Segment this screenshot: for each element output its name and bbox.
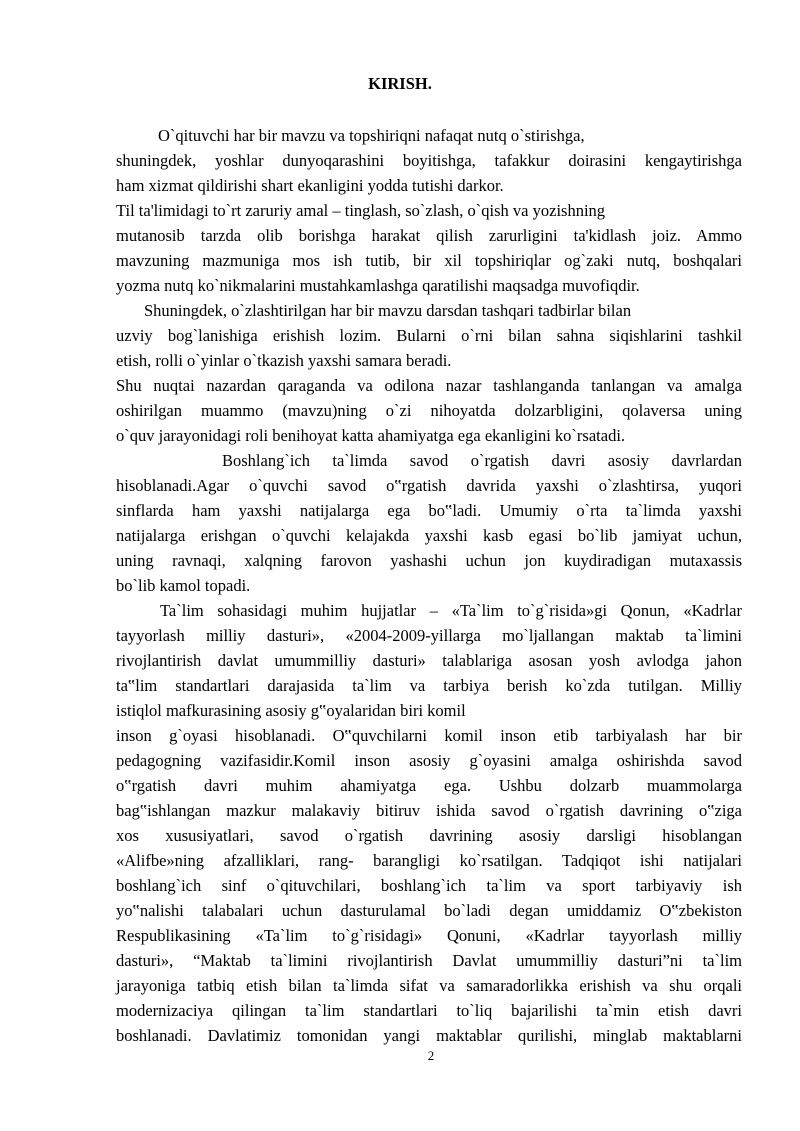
- text-line: Til ta'limidagi to`rt zaruriy amal – tinglash, so`zlash, o`qish va yozishning: [116, 201, 606, 220]
- page-number: 2: [427, 1048, 435, 1063]
- text-line: Ta`lim sohasidagi muhim hujjatlar – «Ta`lim to`g`risida»gi Qonun, «Kadrlar: [160, 601, 742, 620]
- text-line: o‟rgatish davri muhim ahamiyatga ega. Ushbu dolzarb muammolarga: [116, 776, 742, 795]
- text-line: xos xususiyatlari, savod o`rgatish davrining asosiy darsligi hisoblangan: [116, 826, 742, 845]
- text-line: hisoblanadi.Agar o`quvchi savod o‟rgatish davrida yaxshi o`zlashtirsa, yuqori: [116, 476, 742, 495]
- text-line: oshirilgan muammo (mavzu)ning o`zi nihoyatda dolzarbligini, qolaversa uning: [116, 401, 742, 420]
- text-line: istiqlol mafkurasining asosiy g‟oyalaridan biri komil: [116, 701, 466, 720]
- text-line: uzviy bog`lanishiga erishish lozim. Bularni o`rni bilan sahna siqishlarini tashkil: [116, 326, 742, 345]
- text-line: inson g`oyasi hisoblanadi. O‟quvchilarni komil inson etib tarbiyalash har bir: [116, 726, 742, 745]
- text-line: etish, rolli o`yinlar o`tkazish yaxshi samara beradi.: [116, 351, 452, 370]
- text-line: Boshlang`ich ta`limda savod o`rgatish davri asosiy davrlardan: [222, 451, 742, 470]
- text-line: dasturi», “Maktab ta`limini rivojlantirish Davlat umummilliy dasturi”ni ta`lim: [116, 951, 742, 970]
- text-line: Shuningdek, o`zlashtirilgan har bir mavzu darsdan tashqari tadbirlar bilan: [144, 301, 632, 320]
- page-title: KIRISH.: [368, 74, 432, 93]
- text-line: bag‟ishlangan mazkur malakaviy bitiruv ishida savod o`rgatish davrining o‟ziga: [116, 801, 742, 820]
- text-line: jarayoniga tatbiq etish bilan ta`limda sifat va samaradorlikka erishish va shu orqali: [116, 976, 742, 995]
- text-line: natijalarga erishgan o`quvchi kelajakda yaxshi kasb egasi bo`lib jamiyat uchun,: [116, 526, 742, 545]
- text-line: boshlang`ich sinf o`qituvchilari, boshlang`ich ta`lim va sport tarbiyaviy ish: [116, 876, 742, 895]
- text-line: o`quv jarayonidagi roli benihoyat katta ahamiyatga ega ekanligini ko`rsatadi.: [116, 426, 626, 445]
- text-line: bo`lib kamol topadi.: [116, 576, 251, 595]
- text-line: Respublikasining «Ta`lim to`g`risidagi» Qonuni, «Kadrlar tayyorlash milliy: [116, 926, 742, 945]
- text-line: Shu nuqtai nazardan qaraganda va odilona nazar tashlanganda tanlangan va amalga: [116, 376, 742, 395]
- text-line: O`qituvchi har bir mavzu va topshiriqni nafaqat nutq o`stirishga,: [158, 126, 585, 145]
- text-line: modernizaciya qilingan ta`lim standartlari to`liq bajarilishi ta`min etish davri: [116, 1001, 742, 1020]
- text-line: pedagogning vazifasidir.Komil inson asosiy g`oyasini amalga oshirishda savod: [116, 751, 742, 770]
- text-line: tayyorlash milliy dasturi», «2004-2009-yillarga mo`ljallangan maktab ta`limini: [116, 626, 742, 645]
- text-line: «Alifbe»ning afzalliklari, rang- barangligi ko`rsatilgan. Tadqiqot ishi natijalari: [116, 851, 742, 870]
- text-line: yo‟nalishi talabalari uchun dasturulamal bo`ladi degan umiddamiz O‟zbekiston: [116, 901, 742, 920]
- text-line: sinflarda ham yaxshi natijalarga ega bo‟ladi. Umumiy o`rta ta`limda yaxshi: [116, 501, 742, 520]
- text-line: ham xizmat qildirishi shart ekanligini yodda tutishi darkor.: [116, 176, 504, 195]
- text-line: shuningdek, yoshlar dunyoqarashini boyitishga, tafakkur doirasini kengaytirishga: [116, 151, 742, 170]
- text-line: boshlanadi. Davlatimiz tomonidan yangi maktablar qurilishi, minglab maktablarni: [116, 1026, 742, 1045]
- text-line: rivojlantirish davlat umummilliy dasturi» talablariga asosan yosh avlodga jahon: [116, 651, 742, 670]
- text-line: mutanosib tarzda olib borishga harakat qilish zarurligini ta'kidlash joiz. Ammo: [116, 226, 742, 245]
- text-line: ta‟lim standartlari darajasida ta`lim va tarbiya berish ko`zda tutilgan. Milliy: [116, 676, 742, 695]
- text-line: uning ravnaqi, xalqning farovon yashashi uchun jon kuydiradigan mutaxassis: [116, 551, 742, 570]
- text-line: mavzuning mazmuniga mos ish tutib, bir xil topshiriqlar og`zaki nutq, boshqalari: [116, 251, 742, 270]
- text-line: yozma nutq ko`nikmalarini mustahkamlashga qaratilishi maqsadga muvofiqdir.: [116, 276, 640, 295]
